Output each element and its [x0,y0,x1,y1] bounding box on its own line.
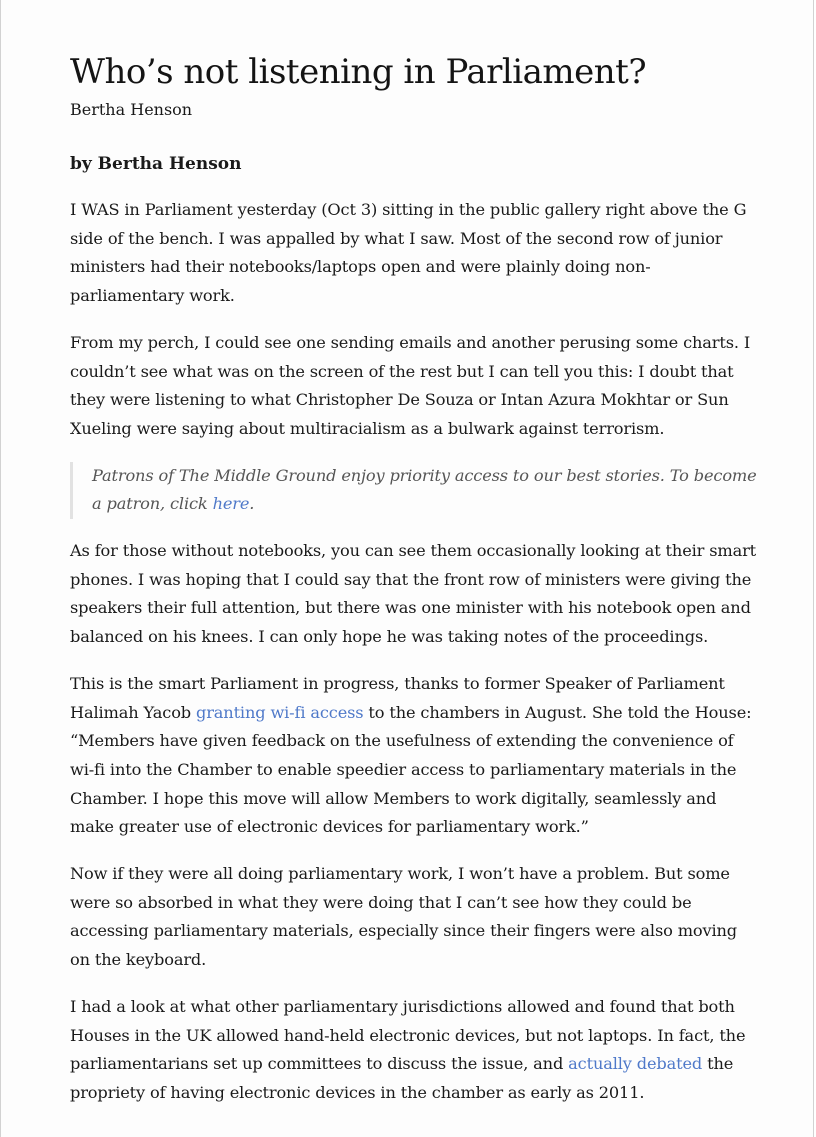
paragraph-4-after: to the chambers in August. She told the House: “Members have given feedback on the usefulness of extending the convenience of wi-fi into the Chamber to enable speedier access to parliamentary materials in the Chamber. I hope this move will allow Members to work digitally, seamlessly and make greater use of electronic devices for parliamentary work.” [70,702,752,837]
paragraph-6 [70,993,760,1108]
article-byline: Bertha Henson [70,100,193,119]
patron-blockquote [70,462,760,519]
paragraph-6-after: the propriety of having electronic devices in the chamber as early as 2011. [70,1054,734,1102]
paragraph-2: From my perch, I could see one sending emails and another perusing some charts. I couldn’t see what was on the screen of the rest but I can tell you this: I doubt that they were listening to what Christopher De Souza or Intan Azura Mokhtar or Sun Xueling were saying about multiracialism as a bulwark against terrorism. [70,332,751,438]
patron-quote-before: Patrons of The Middle Ground enjoy priority access to our best stories. To become a patron, click [92,465,757,514]
patron-quote-text [92,462,760,519]
paragraph-4-before: This is the smart Parliament in progress, thanks to former Speaker of Parliament Halimah Yacob [70,673,725,722]
article-title: Who’s not listening in Parliament? [70,52,647,92]
paragraph-3: As for those without notebooks, you can see them occasionally looking at their smart phones. I was hoping that I could say that the front row of ministers were giving the speakers their full attention, but there was one minister with his notebook open and balanced on his knees. I can only hope he was taking notes of the proceedings. [70,541,757,647]
article [70,50,760,1126]
paragraph-4 [70,670,760,842]
actually-debated-link[interactable]: actually debated [568,1054,703,1074]
patron-here-link[interactable]: here [212,494,250,514]
author-line: by Bertha Henson [70,154,242,174]
patron-quote-after: . [249,494,255,514]
paragraph-1: I WAS in Parliament yesterday (Oct 3) sitting in the public gallery right above the G side of the bench. I was appalled by what I saw. Most of the second row of junior ministers had their notebooks/laptops open and were plainly doing non-parliamentary work. [70,200,747,306]
wifi-access-link[interactable]: granting wi-fi access [196,702,364,722]
paragraph-5: Now if they were all doing parliamentary work, I won’t have a problem. But some were so absorbed in what they were doing that I can’t see how they could be accessing parliamentary materials, especially since their fingers were also moving on the keyboard. [70,864,738,970]
paragraph-6-before: I had a look at what other parliamentary jurisdictions allowed and found that both Houses in the UK allowed hand-held electronic devices, but not laptops. In fact, the parliamentarians set up committees to discuss the issue, and [70,996,746,1074]
